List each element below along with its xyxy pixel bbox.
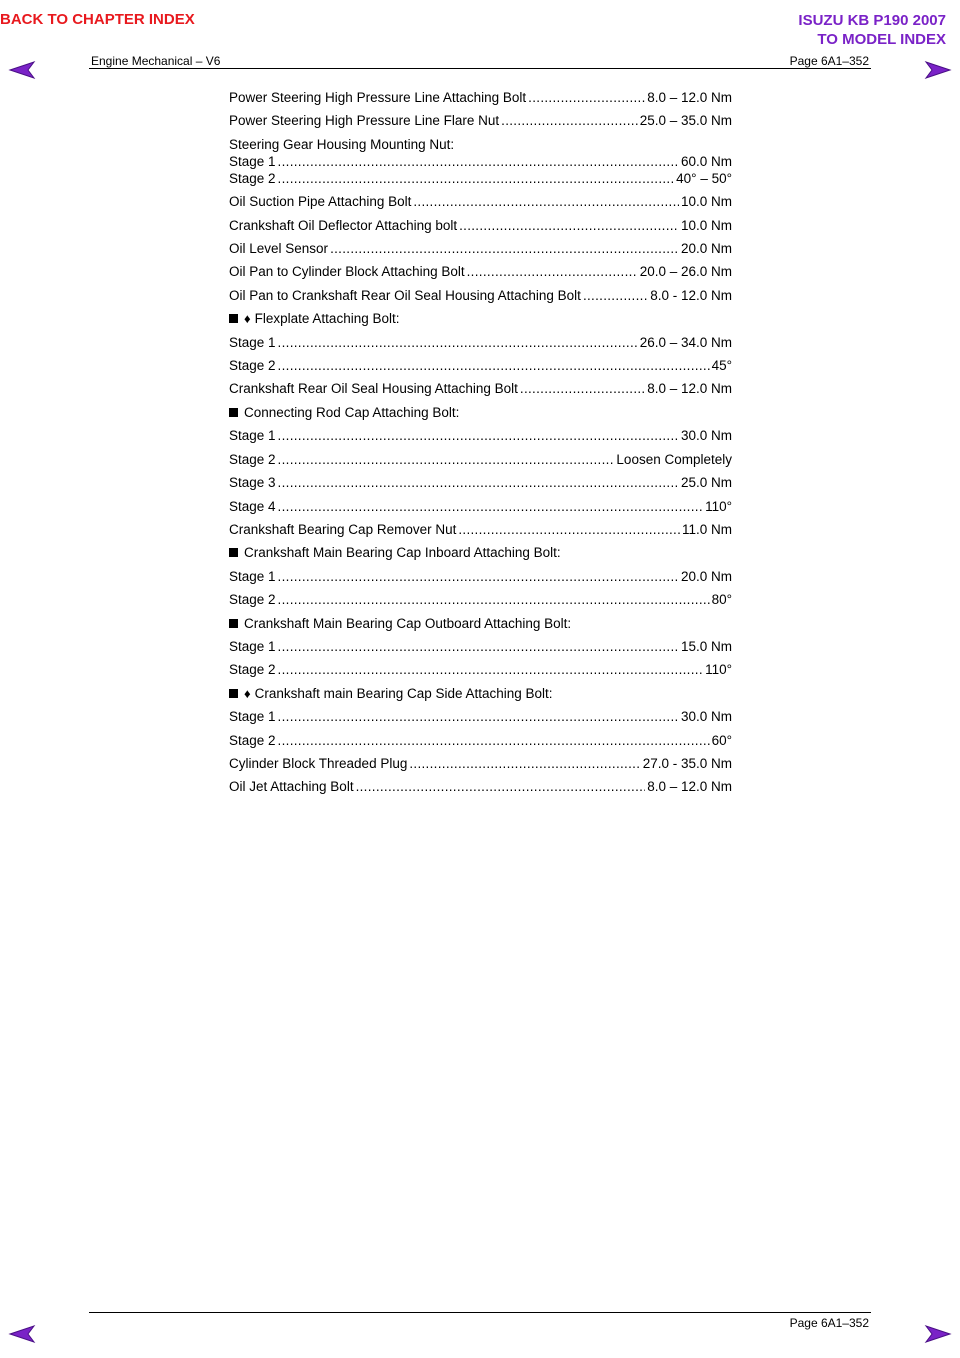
spec-value: 80°	[711, 592, 732, 608]
spec-label: Stage 4	[229, 498, 276, 514]
square-bullet-icon	[229, 689, 238, 698]
spec-value: 20.0 Nm	[680, 568, 732, 584]
spec-label: Oil Level Sensor	[229, 241, 329, 257]
dot-leader	[278, 708, 679, 725]
next-page-arrow-icon[interactable]	[924, 1324, 952, 1344]
spec-row	[229, 498, 732, 515]
spec-row	[229, 89, 732, 106]
spec-heading-text: Crankshaft main Bearing Cap Side Attaching Bolt:	[254, 685, 553, 701]
spec-label: Power Steering High Pressure Line Attaching Bolt	[229, 90, 527, 105]
spec-value: 30.0 Nm	[680, 709, 732, 725]
dot-leader	[409, 755, 640, 772]
header-rule	[89, 68, 871, 69]
spec-row	[229, 380, 732, 397]
dot-leader	[501, 112, 638, 129]
spec-row	[229, 451, 732, 468]
spec-value: 15.0 Nm	[680, 638, 732, 654]
dot-leader	[278, 661, 704, 678]
spec-row	[229, 661, 732, 678]
square-bullet-icon	[229, 408, 238, 417]
diamond-bullet-icon: ♦	[244, 311, 251, 327]
spec-label: Stage 1	[229, 709, 276, 725]
spec-value: 8.0 – 12.0 Nm	[647, 381, 732, 397]
spec-label: Power Steering High Pressure Line Flare Nut	[229, 113, 500, 129]
spec-row	[229, 521, 732, 538]
dot-leader	[278, 334, 638, 351]
dot-leader	[278, 451, 615, 468]
spec-row	[229, 334, 732, 351]
dot-leader	[278, 357, 710, 374]
spec-value: Loosen Completely	[616, 451, 732, 467]
spec-row	[229, 568, 732, 585]
back-to-chapter-index-link[interactable]: BACK TO CHAPTER INDEX	[0, 11, 195, 28]
spec-row	[229, 474, 732, 491]
spec-heading	[229, 310, 732, 327]
spec-row	[229, 638, 732, 655]
spec-value: 27.0 - 35.0 Nm	[642, 755, 732, 771]
spec-row	[229, 154, 732, 170]
header-page-number: Page 6A1–352	[789, 54, 869, 68]
spec-label: Cylinder Block Threaded Plug	[229, 755, 408, 771]
dot-leader	[278, 638, 679, 655]
spec-heading	[229, 615, 732, 632]
diamond-bullet-icon: ♦	[244, 685, 251, 701]
spec-label: Stage 2	[229, 592, 276, 608]
footer-rule	[89, 1312, 871, 1313]
spec-row	[229, 357, 732, 374]
spec-heading	[229, 136, 732, 153]
dot-leader	[278, 474, 679, 491]
spec-value: 8.0 – 12.0 Nm	[647, 779, 732, 795]
next-page-arrow-icon[interactable]	[924, 60, 952, 80]
spec-value: 25.0 Nm	[680, 475, 732, 491]
dot-leader	[458, 521, 680, 538]
spec-label: Stage 2	[229, 171, 276, 187]
to-model-index-link[interactable]: TO MODEL INDEX	[817, 31, 946, 48]
spec-value: 110°	[705, 662, 732, 678]
spec-row	[229, 732, 732, 749]
spec-heading-text: Flexplate Attaching Bolt:	[254, 311, 400, 327]
spec-row	[229, 591, 732, 608]
spec-row	[229, 778, 732, 795]
spec-row	[229, 427, 732, 444]
spec-label: Crankshaft Oil Deflector Attaching bolt	[229, 217, 458, 233]
spec-heading	[229, 544, 732, 561]
spec-value: 40° – 50°	[676, 171, 732, 187]
dot-leader	[278, 732, 710, 749]
dot-leader	[278, 171, 675, 187]
spec-label: Stage 2	[229, 451, 276, 467]
spec-value: 20.0 – 26.0 Nm	[639, 264, 732, 280]
dot-leader	[356, 778, 646, 795]
header-section-title: Engine Mechanical – V6	[91, 54, 221, 68]
spec-value: 25.0 – 35.0 Nm	[639, 113, 732, 129]
dot-leader	[467, 263, 638, 280]
spec-label: Stage 2	[229, 358, 276, 374]
spec-label: Oil Pan to Cylinder Block Attaching Bolt	[229, 264, 465, 280]
dot-leader	[459, 217, 679, 234]
spec-row	[229, 263, 732, 280]
dot-leader	[528, 89, 645, 106]
spec-row	[229, 193, 732, 210]
torque-spec-list	[229, 89, 732, 796]
dot-leader	[330, 240, 679, 257]
previous-page-arrow-icon[interactable]	[8, 1324, 36, 1344]
spec-row	[229, 112, 732, 129]
dot-leader	[278, 498, 704, 515]
spec-label: Oil Jet Attaching Bolt	[229, 779, 354, 795]
spec-value: 8.0 - 12.0 Nm	[650, 287, 732, 303]
spec-label: Oil Suction Pipe Attaching Bolt	[229, 194, 412, 210]
spec-row	[229, 287, 732, 304]
spec-label: Stage 2	[229, 662, 276, 678]
dot-leader	[278, 427, 679, 444]
spec-heading	[229, 685, 732, 702]
spec-value: 10.0 Nm	[680, 194, 732, 210]
spec-heading-text: Connecting Rod Cap Attaching Bolt:	[244, 404, 460, 420]
spec-value: 11.0 Nm	[681, 521, 732, 537]
spec-row	[229, 708, 732, 725]
spec-value: 60°	[711, 732, 732, 748]
spec-label: Stage 1	[229, 154, 276, 170]
spec-value: 110°	[705, 498, 732, 514]
model-title-link[interactable]: ISUZU KB P190 2007	[798, 12, 946, 29]
spec-value: 8.0 – 12.0 Nm	[647, 90, 732, 105]
dot-leader	[278, 591, 710, 608]
spec-value: 60.0 Nm	[680, 154, 732, 170]
spec-label: Stage 1	[229, 568, 276, 584]
dot-leader	[520, 380, 645, 397]
spec-row	[229, 240, 732, 257]
spec-label: Stage 2	[229, 732, 276, 748]
spec-value: 45°	[711, 358, 732, 374]
spec-heading-text: Crankshaft Main Bearing Cap Inboard Attaching Bolt:	[244, 545, 561, 561]
footer-page-number: Page 6A1–352	[789, 1316, 869, 1330]
spec-value: 20.0 Nm	[680, 241, 732, 257]
spec-label: Stage 1	[229, 334, 276, 350]
spec-label: Stage 1	[229, 638, 276, 654]
spec-label: Oil Pan to Crankshaft Rear Oil Seal Housing Attaching Bolt	[229, 287, 581, 303]
spec-row	[229, 217, 732, 234]
spec-value: 30.0 Nm	[680, 428, 732, 444]
dot-leader	[413, 193, 679, 210]
spec-row	[229, 171, 732, 187]
spec-label: Stage 1	[229, 428, 276, 444]
dot-leader	[583, 287, 648, 304]
square-bullet-icon	[229, 619, 238, 628]
spec-value: 26.0 – 34.0 Nm	[639, 334, 732, 350]
previous-page-arrow-icon[interactable]	[8, 60, 36, 80]
spec-row	[229, 755, 732, 772]
spec-label: Stage 3	[229, 475, 276, 491]
spec-value: 10.0 Nm	[680, 217, 732, 233]
spec-label: Crankshaft Rear Oil Seal Housing Attaching Bolt	[229, 381, 518, 397]
square-bullet-icon	[229, 314, 238, 323]
spec-heading-text: Crankshaft Main Bearing Cap Outboard Attaching Bolt:	[244, 615, 572, 631]
square-bullet-icon	[229, 548, 238, 557]
spec-heading	[229, 404, 732, 421]
spec-label: Crankshaft Bearing Cap Remover Nut	[229, 521, 457, 537]
dot-leader	[278, 568, 679, 585]
spec-heading-text: Steering Gear Housing Mounting Nut:	[229, 136, 455, 152]
dot-leader	[278, 154, 679, 170]
